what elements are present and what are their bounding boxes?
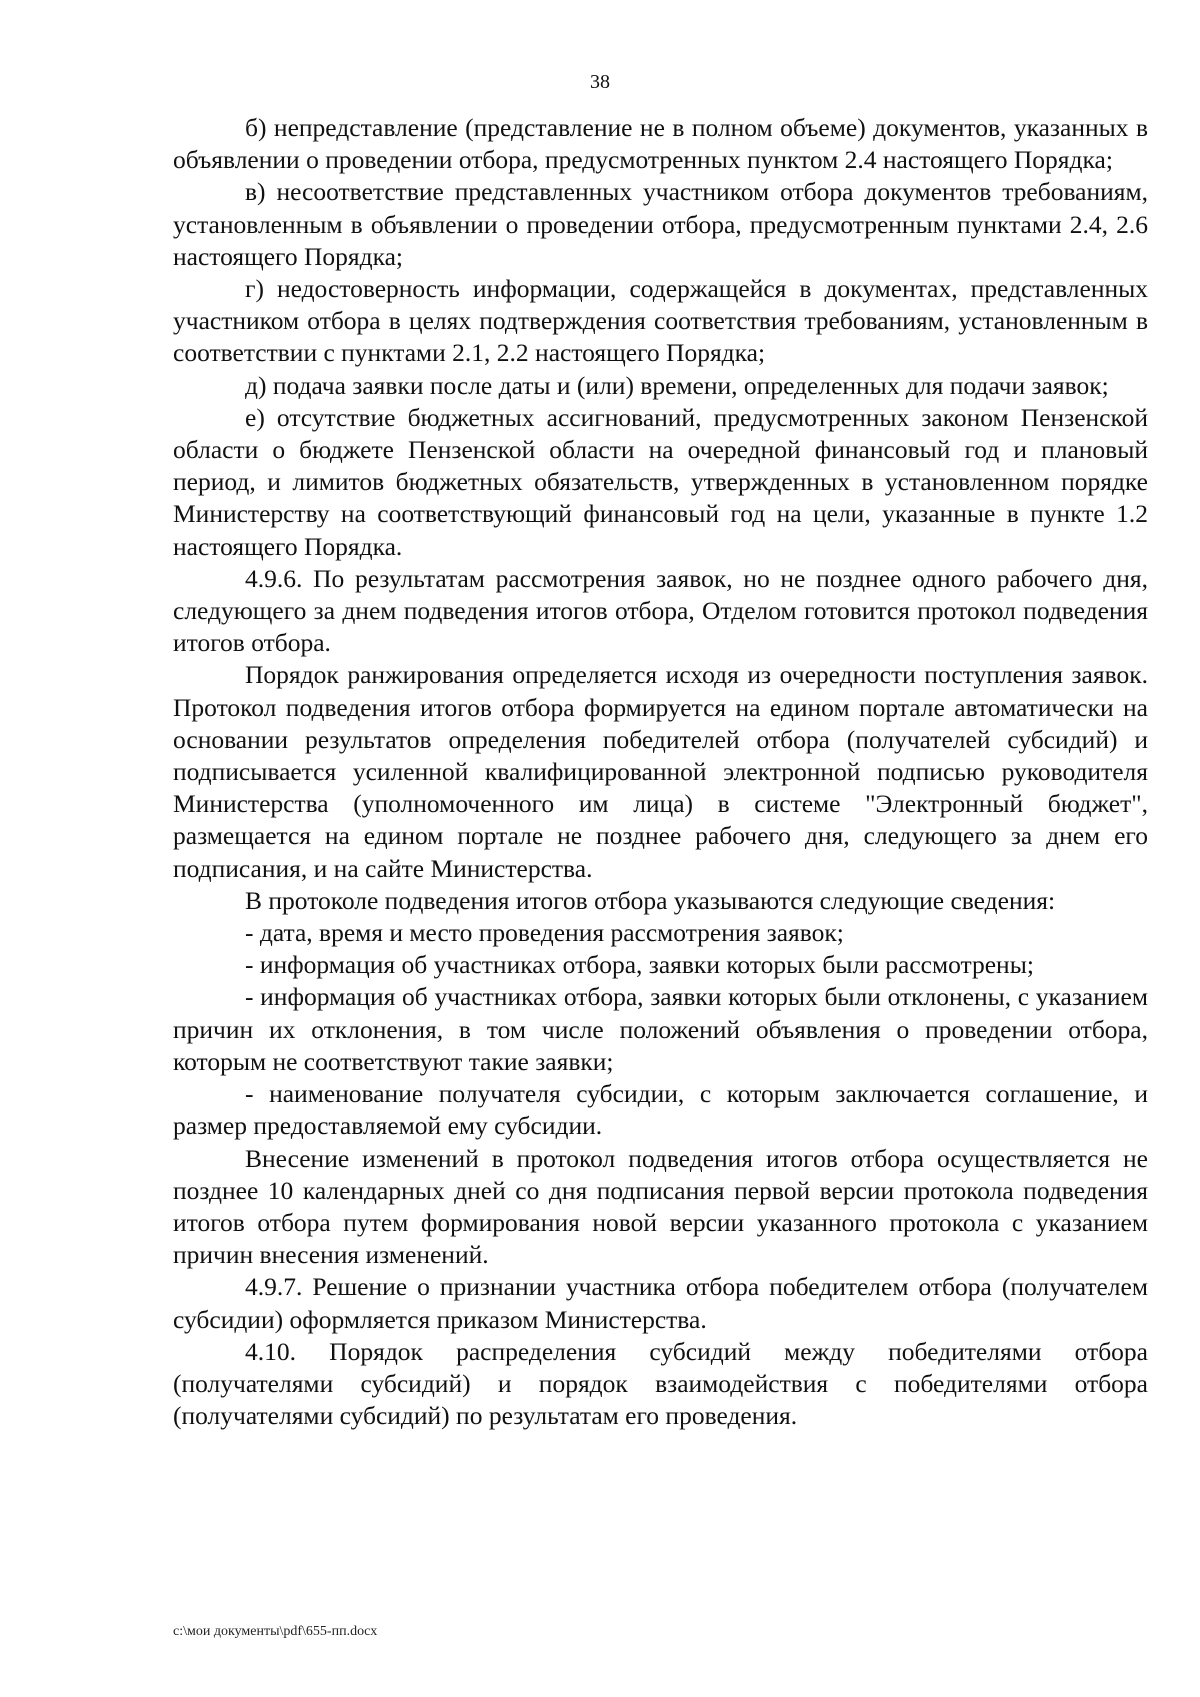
- paragraph-item-g: г) недостоверность информации, содержащейся в документах, представленных участником отбора в целях подтверждения соответствия требованиям, установленным в соответствии с пунктами 2.1, 2.2 настоящего Порядка;: [173, 274, 1148, 368]
- paragraph-item-d: д) подача заявки после даты и (или) времени, определенных для подачи заявок;: [245, 370, 1109, 400]
- paragraph-protocol-contents: В протоколе подведения итогов отбора указываются следующие сведения:: [245, 885, 1056, 915]
- paragraph-ranking-order: Порядок ранжирования определяется исходя из очередности поступления заявок. Протокол подведения итогов отбора формируется на едином портале автоматически на основании результатов определения победителей отбора (получателей субсидий) и подписывается усиленной квалифицированной электронной подписью руководителя Министерства (уполномоченного им лица) в системе "Электронный бюджет", размещается на едином портале не позднее рабочего дня, следующего за днем его подписания, и на сайте Министерства.: [173, 660, 1148, 883]
- document-body: [173, 112, 1148, 1432]
- paragraph-clause-4-9-6: 4.9.6. По результатам рассмотрения заявок, но не позднее одного рабочего дня, следующего за днем подведения итогов отбора, Отделом готовится протокол подведения итогов отбора.: [173, 563, 1148, 658]
- paragraph-item-b: б) непредставление (представление не в полном объеме) документов, указанных в объявлении о проведении отбора, предусмотренных пунктом 2.4 настоящего Порядка;: [173, 113, 1148, 175]
- list-item-reviewed-participants: - информация об участниках отбора, заявки которых были рассмотрены;: [245, 950, 1034, 980]
- list-item-recipient-name: - наименование получателя субсидии, с которым заключается соглашение, и размер предоставляемой ему субсидии.: [173, 1079, 1148, 1141]
- page-number: 38: [590, 71, 610, 93]
- list-item-date-time-place: - дата, время и место проведения рассмотрения заявок;: [245, 918, 844, 948]
- paragraph-protocol-changes: Внесение изменений в протокол подведения итогов отбора осуществляется не позднее 10 календарных дней со дня подписания первой версии протокола подведения итогов отбора путем формирования новой версии указанного протокола с указанием причин внесения изменений.: [173, 1143, 1148, 1270]
- paragraph-clause-4-10: 4.10. Порядок распределения субсидий между победителями отбора (получателями субсидий) и порядок взаимодействия с победителями отбора (получателями субсидий) по результатам его проведения.: [173, 1336, 1148, 1431]
- paragraph-item-e: е) отсутствие бюджетных ассигнований, предусмотренных законом Пензенской области о бюджете Пензенской области на очередной финансовый год и плановый период, и лимитов бюджетных обязательств, утвержденных в установленном порядке Министерству на соответствующий финансовый год на цели, указанные в пункте 1.2 настоящего Порядка.: [173, 402, 1148, 561]
- paragraph-clause-4-9-7: 4.9.7. Решение о признании участника отбора победителем отбора (получателем субсидии) оформляется приказом Министерства.: [173, 1272, 1148, 1334]
- paragraph-item-v: в) несоответствие представленных участником отбора документов требованиям, установленным в объявлении о проведении отбора, предусмотренным пунктами 2.4, 2.6 настоящего Порядка;: [173, 177, 1148, 271]
- footer-file-path: c:\мои документы\pdf\655-пп.docx: [173, 1624, 378, 1639]
- list-item-rejected-participants: - информация об участниках отбора, заявки которых были отклонены, с указанием причин их отклонения, в том числе положений объявления о проведении отбора, которым не соответствуют такие заявки;: [173, 982, 1148, 1076]
